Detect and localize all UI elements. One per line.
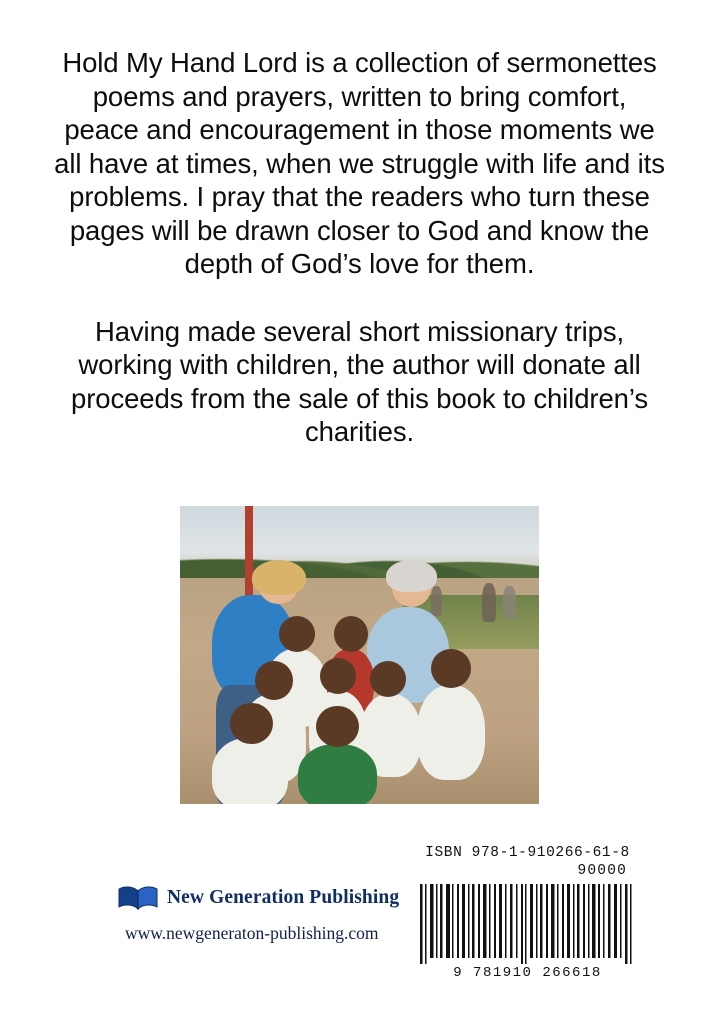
isbn-number: ISBN 978-1-910266-61-8: [425, 845, 630, 861]
publisher-block: [118, 885, 418, 944]
photo-background-figure: [503, 586, 516, 619]
photo-red-pole: [245, 506, 253, 607]
photo-child: [417, 685, 485, 780]
isbn-block: [414, 845, 641, 981]
photo-child: [298, 744, 377, 804]
photo-person-woman-blue-hair: [252, 560, 306, 596]
blurb-paragraph-2: Having made several short missionary trips, working with children, the author will donate all proceeds from the sale of this book to children’s charities.: [71, 315, 648, 447]
photo-child-head: [279, 616, 315, 652]
blurb-text: [52, 46, 667, 449]
photo-background-figure: [431, 586, 442, 616]
photo-child-head: [255, 661, 293, 700]
photo-child: [212, 738, 287, 804]
cover-photograph: [180, 506, 539, 804]
photo-child-head: [431, 649, 470, 688]
photo-child-head: [370, 661, 406, 697]
barcode: [414, 884, 641, 964]
blurb-paragraph-1: Hold My Hand Lord is a collection of sermonettes poems and prayers, written to bring comfort, peace and encouragement in those moments we all have at times, when we struggle with life and its problems. I pray that the readers who turn these pages will be drawn closer to God and know the depth of God’s love for them.: [54, 47, 665, 279]
isbn-price-code: 90000: [577, 863, 627, 879]
photo-child-head: [320, 658, 356, 694]
publisher-website: www.newgeneraton-publishing.com: [125, 923, 379, 943]
publisher-row: [118, 885, 418, 911]
photo-person-woman-lightblue-hair: [386, 560, 436, 593]
publisher-name: New Generation Publishing: [167, 887, 400, 908]
photo-background-figure: [482, 583, 496, 622]
barcode-digits: 9 781910 266618: [453, 965, 602, 981]
open-book-icon: [118, 885, 158, 911]
